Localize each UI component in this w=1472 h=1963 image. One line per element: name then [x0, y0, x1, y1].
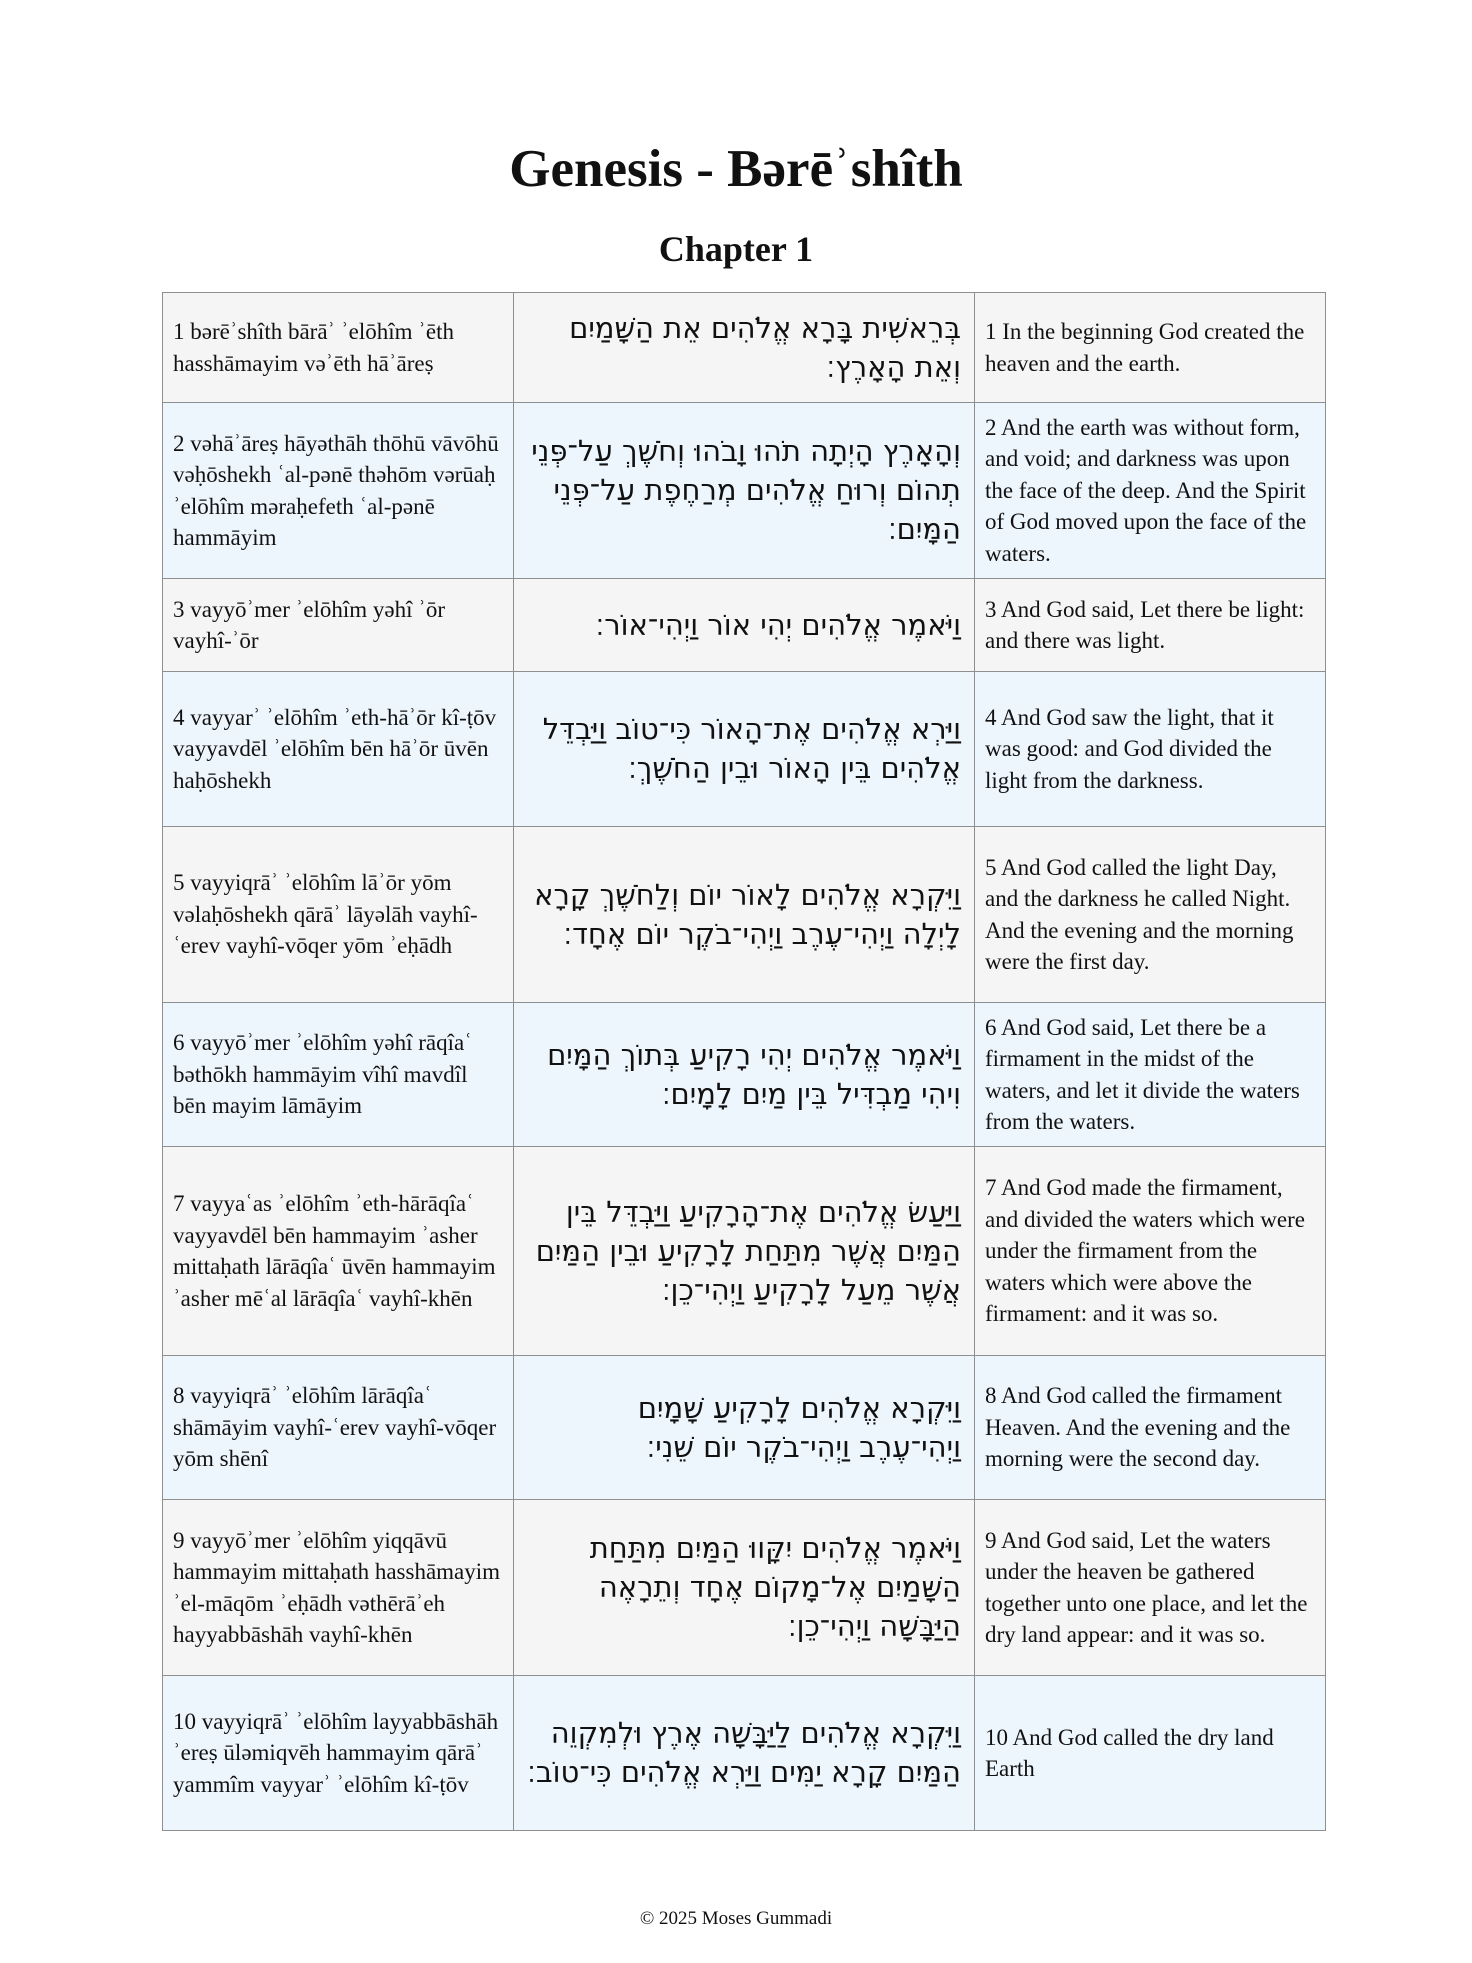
verse-row-10: [163, 1676, 1326, 1831]
hebrew-cell: בְּרֵאשִׁית בָּרָא אֱלֹהִים אֵת הַשָּׁמַיִם וְאֵת הָאָרֶץ׃: [514, 293, 975, 403]
transliteration-cell: 2 vəhāʾāreṣ hāyəthāh thōhū vāvōhū vəḥōshekh ʿal-pənē thəhōm vərūaḥ ʾelōhîm məraḥefeth ʿal-pənē hammāyim: [163, 403, 514, 579]
chapter-heading: Chapter 1: [658, 229, 814, 269]
verse-row-5: [163, 827, 1326, 1003]
hebrew-cell: וְהָאָרֶץ הָיְתָה תֹהוּ וָבֹהוּ וְחֹשֶׁךְ עַל־פְּנֵי תְהוֹם וְרוּחַ אֱלֹהִים מְרַחֶפֶת עַל־פְּנֵי הַמָּיִם׃: [514, 403, 975, 579]
english-cell: 7 And God made the firmament, and divided the waters which were under the firmament from the waters which were above the firmament: and it was so.: [975, 1147, 1326, 1356]
copyright-footer: © 2025 Moses Gummadi: [639, 1908, 833, 1929]
hebrew-cell: וַיַּרְא אֱלֹהִים אֶת־הָאוֹר כִּי־טוֹב וַיַּבְדֵּל אֱלֹהִים בֵּין הָאוֹר וּבֵין הַחֹשֶׁךְ׃: [514, 672, 975, 827]
verse-row-1: [163, 293, 1326, 403]
verse-row-4: [163, 672, 1326, 827]
hebrew-cell: וַיֹּאמֶר אֱלֹהִים יְהִי רָקִיעַ בְּתוֹךְ הַמָּיִם וִיהִי מַבְדִּיל בֵּין מַיִם לָמָיִם׃: [514, 1003, 975, 1147]
hebrew-cell: וַיֹּאמֶר אֱלֹהִים יִקָּווּ הַמַּיִם מִתַּחַת הַשָּׁמַיִם אֶל־מָקוֹם אֶחָד וְתֵרָאֶה הַיַּבָּשָׁה וַיְהִי־כֵן׃: [514, 1500, 975, 1676]
hebrew-cell: וַיַּעַשׂ אֱלֹהִים אֶת־הָרָקִיעַ וַיַּבְדֵּל בֵּין הַמַּיִם אֲשֶׁר מִתַּחַת לָרָקִיעַ וּבֵין הַמַּיִם אֲשֶׁר מֵעַל לָרָקִיעַ וַיְהִי־כֵן׃: [514, 1147, 975, 1356]
verse-row-3: [163, 579, 1326, 672]
transliteration-cell: 7 vayyaʿas ʾelōhîm ʾeth-hārāqîaʿ vayyavdēl bēn hammayim ʾasher mittaḥath lārāqîaʿ ūvēn hammayim ʾasher mēʿal lārāqîaʿ vayhî-khēn: [163, 1147, 514, 1356]
verse-row-2: [163, 403, 1326, 579]
transliteration-cell: 3 vayyōʾmer ʾelōhîm yəhî ʾōr vayhî-ʾōr: [163, 579, 514, 672]
transliteration-cell: 4 vayyarʾ ʾelōhîm ʾeth-hāʾōr kî-ṭōv vayyavdēl ʾelōhîm bēn hāʾōr ūvēn haḥōshekh: [163, 672, 514, 827]
hebrew-cell: וַיִּקְרָא אֱלֹהִים לָאוֹר יוֹם וְלַחֹשֶׁךְ קָרָא לָיְלָה וַיְהִי־עֶרֶב וַיְהִי־בֹקֶר יוֹם אֶחָד׃: [514, 827, 975, 1003]
transliteration-cell: 1 bərēʾshîth bārāʾ ʾelōhîm ʾēth hasshāmayim vəʾēth hāʾāreṣ: [163, 293, 514, 403]
transliteration-cell: 10 vayyiqrāʾ ʾelōhîm layyabbāshāh ʾereṣ ūləmiqvēh hammayim qārāʾ yammîm vayyarʾ ʾelōhîm kî-ṭōv: [163, 1676, 514, 1831]
english-cell: 3 And God said, Let there be light: and there was light.: [975, 579, 1326, 672]
transliteration-cell: 9 vayyōʾmer ʾelōhîm yiqqāvū hammayim mittaḥath hasshāmayim ʾel-māqōm ʾeḥādh vəthērāʾeh hayyabbāshāh vayhî-khēn: [163, 1500, 514, 1676]
transliteration-cell: 6 vayyōʾmer ʾelōhîm yəhî rāqîaʿ bəthōkh hammāyim vîhî mavdîl bēn mayim lāmāyim: [163, 1003, 514, 1147]
verse-row-7: [163, 1147, 1326, 1356]
english-cell: 4 And God saw the light, that it was good: and God divided the light from the darkness.: [975, 672, 1326, 827]
english-cell: 1 In the beginning God created the heaven and the earth.: [975, 293, 1326, 403]
english-cell: 2 And the earth was without form, and void; and darkness was upon the face of the deep. And the Spirit of God moved upon the face of the waters.: [975, 403, 1326, 579]
english-cell: 10 And God called the dry land Earth: [975, 1676, 1326, 1831]
hebrew-cell: וַיֹּאמֶר אֱלֹהִים יְהִי אוֹר וַיְהִי־אוֹר׃: [514, 579, 975, 672]
english-cell: 6 And God said, Let there be a firmament in the midst of the waters, and let it divide the waters from the waters.: [975, 1003, 1326, 1147]
verse-row-6: [163, 1003, 1326, 1147]
verse-row-8: [163, 1356, 1326, 1500]
english-cell: 5 And God called the light Day, and the darkness he called Night. And the evening and the morning were the first day.: [975, 827, 1326, 1003]
verse-row-9: [163, 1500, 1326, 1676]
page-title: Genesis - Bərēʾshîth: [509, 140, 963, 198]
hebrew-cell: וַיִּקְרָא אֱלֹהִים לָרָקִיעַ שָׁמָיִם וַיְהִי־עֶרֶב וַיְהִי־בֹקֶר יוֹם שֵׁנִי׃: [514, 1356, 975, 1500]
hebrew-cell: וַיִּקְרָא אֱלֹהִים לַיַּבָּשָׁה אֶרֶץ וּלְמִקְוֵה הַמַּיִם קָרָא יַמִּים וַיַּרְא אֱלֹהִים כִּי־טוֹב׃: [514, 1676, 975, 1831]
verse-table: [162, 292, 1326, 1831]
transliteration-cell: 5 vayyiqrāʾ ʾelōhîm lāʾōr yōm vəlaḥōshekh qārāʾ lāyəlāh vayhî-ʿerev vayhî-vōqer yōm ʾeḥādh: [163, 827, 514, 1003]
english-cell: 9 And God said, Let the waters under the heaven be gathered together unto one place, and let the dry land appear: and it was so.: [975, 1500, 1326, 1676]
transliteration-cell: 8 vayyiqrāʾ ʾelōhîm lārāqîaʿ shāmāyim vayhî-ʿerev vayhî-vōqer yōm shēnî: [163, 1356, 514, 1500]
english-cell: 8 And God called the firmament Heaven. And the evening and the morning were the second day.: [975, 1356, 1326, 1500]
